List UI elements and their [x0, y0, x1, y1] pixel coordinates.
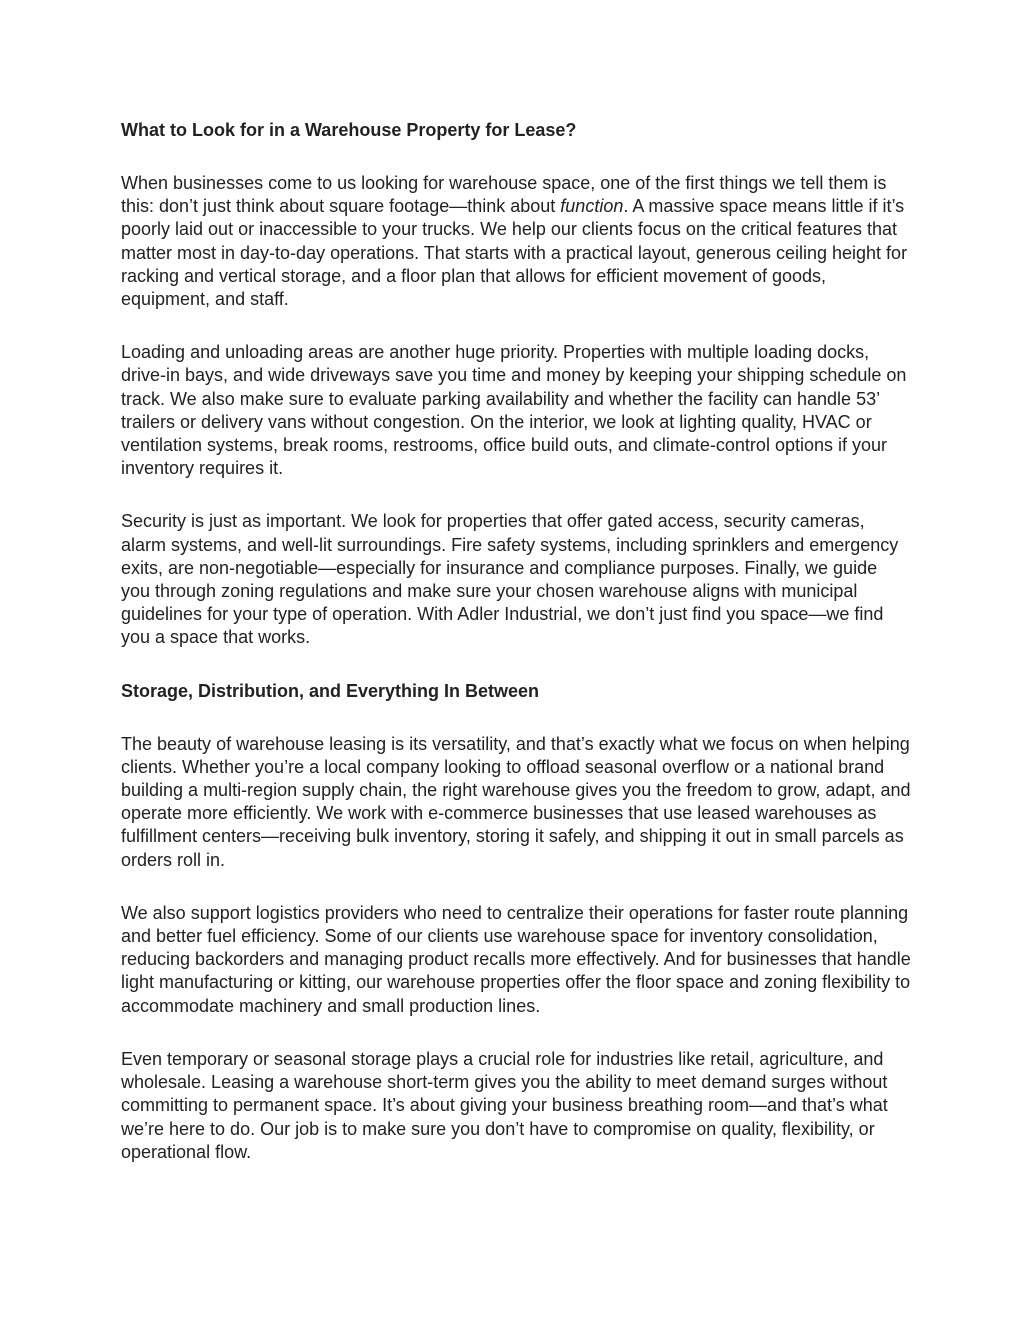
emphasis-text: function: [560, 196, 624, 217]
paragraph-seasonal: Even temporary or seasonal storage plays a crucial role for industries like retail, agriculture, and wholesale. Leasing a warehouse short-term gives you the ability to meet demand surges without committing to permanent space. It’s about giving your business breathing room—and that’s what we’re here to do. Our job is to make sure you don’t have to compromise on quality, flexibility, or operational flow.: [121, 1048, 888, 1162]
paragraph-security: Security is just as important. We look for properties that offer gated access, security cameras, alarm systems, and well-lit surroundings. Fire safety systems, including sprinklers and emergency exits, are non-negotiable—especially for insurance and compliance purposes. Finally, we guide you through zoning regulations and make sure your chosen warehouse aligns with municipal guidelines for your type of operation. With Adler Industrial, we don’t just find you space—we find you a space that works.: [121, 511, 899, 648]
section-heading-storage: Storage, Distribution, and Everything In Between: [121, 680, 540, 701]
paragraph-function: [121, 172, 911, 311]
section-heading-warehouse-lease: What to Look for in a Warehouse Property for Lease?: [121, 120, 577, 140]
paragraph-logistics: We also support logistics providers who need to centralize their operations for faster route planning and better fuel efficiency. Some of our clients use warehouse space for inventory consolidation, reducing backorders and managing product recalls more effectively. And for businesses that handle light manufacturing or kitting, our warehouse properties offer the floor space and zoning flexibility to accommodate machinery and small production lines.: [121, 902, 911, 1016]
paragraph-text: . A massive space means little if it’s poorly laid out or inaccessible to your trucks. We help our clients focus on the critical features that matter most in day-to-day operations. That starts with a practical layout, generous ceiling height for racking and vertical storage, and a floor plan that allows for efficient movement of goods, equipment, and staff.: [121, 196, 908, 310]
document-page: [121, 119, 911, 1164]
paragraph-loading: Loading and unloading areas are another huge priority. Properties with multiple loading docks, drive-in bays, and wide driveways save you time and money by keeping your shipping schedule on track. We also make sure to evaluate parking availability and whether the facility can handle 53’ trailers or delivery vans without congestion. On the interior, we look at lighting quality, HVAC or ventilation systems, break rooms, restrooms, office build outs, and climate-control options if your inventory requires it.: [121, 342, 907, 479]
paragraph-text: When businesses come to us looking for warehouse space, one of the first things we tell them is this: don’t just think about square footage—think about: [121, 173, 887, 217]
paragraph-versatility: The beauty of warehouse leasing is its versatility, and that’s exactly what we focus on when helping clients. Whether you’re a local company looking to offload seasonal overflow or a national brand building a multi-region supply chain, the right warehouse gives you the freedom to grow, adapt, and operate more efficiently. We work with e-commerce businesses that use leased warehouses as fulfillment centers—receiving bulk inventory, storing it safely, and shipping it out in small parcels as orders roll in.: [121, 733, 911, 870]
